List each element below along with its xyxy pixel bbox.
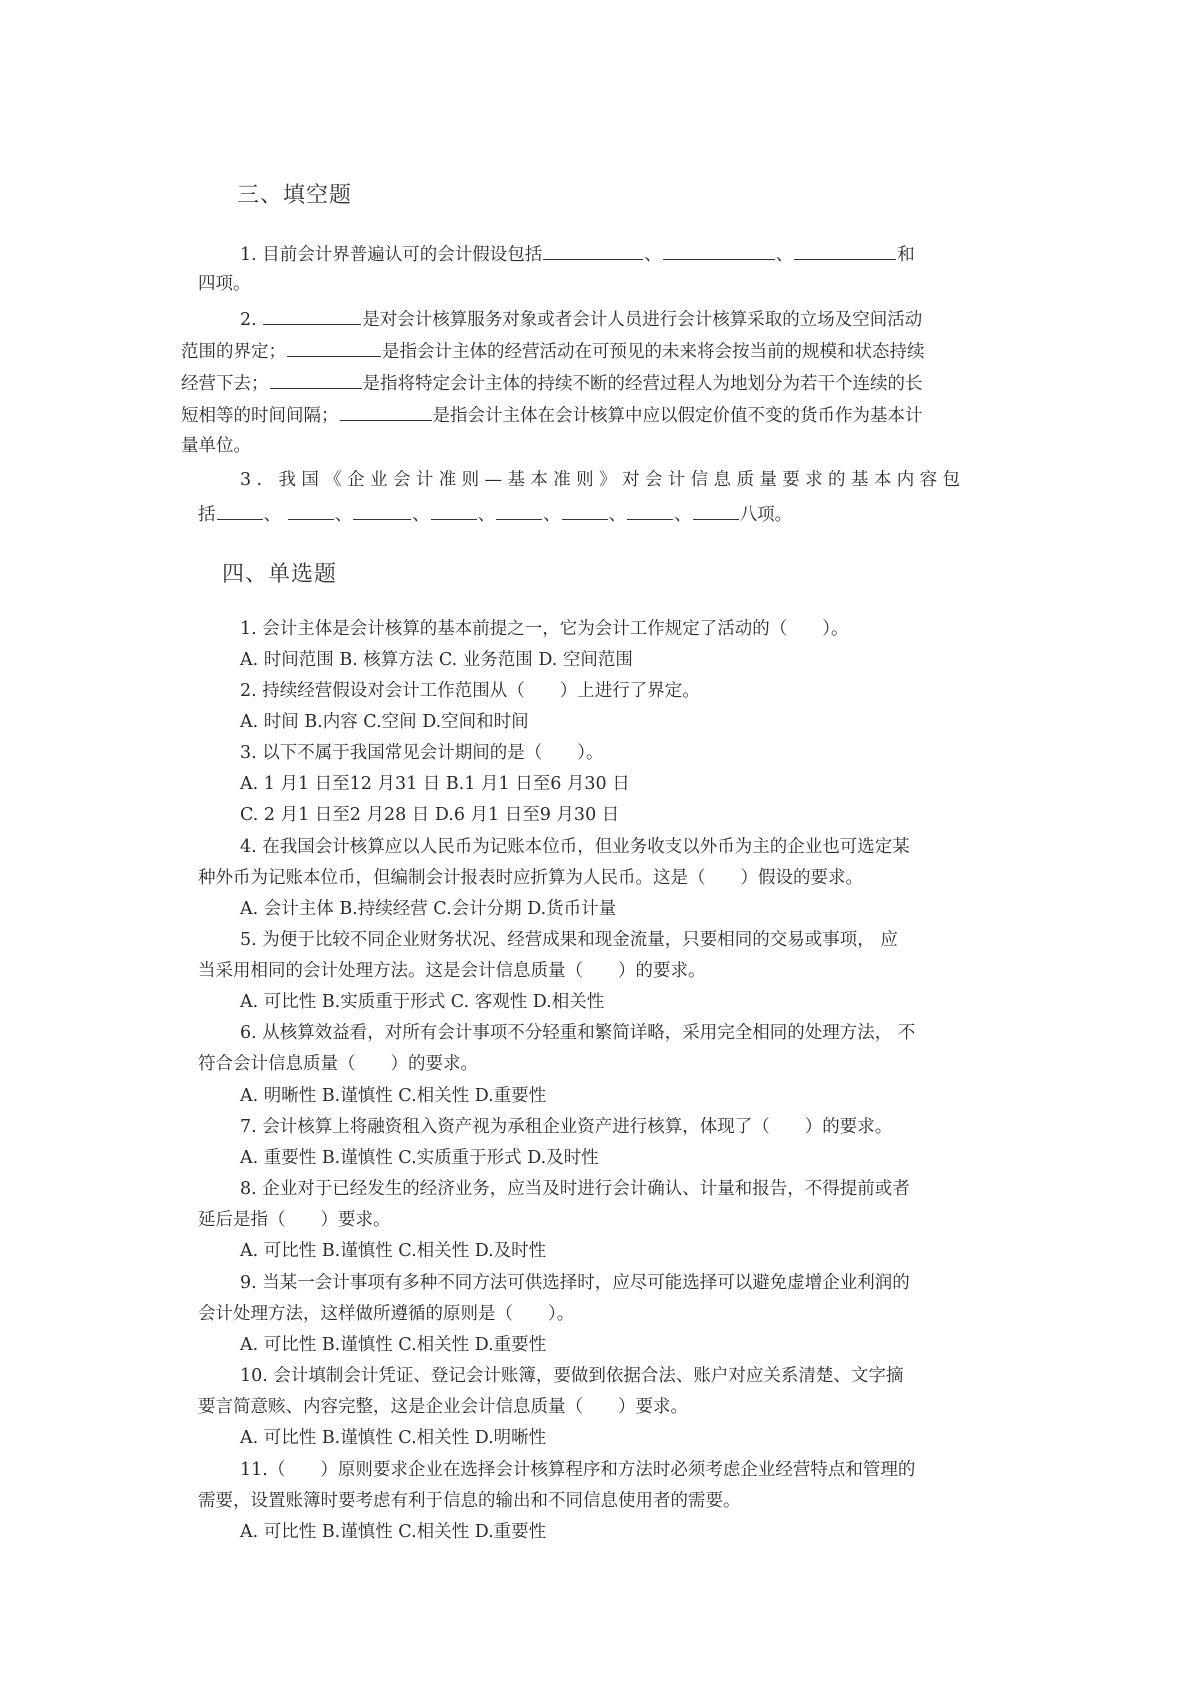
question-line: 1. 会计主体是会计核算的基本前提之一，它为会计工作规定了活动的（ ）。 (240, 619, 849, 639)
question-line: 2. 持续经营假设对会计工作范围从（ ）上进行了界定。 (240, 681, 700, 701)
option-line: A. 会计主体 B.持续经营 C.会计分期 D.货币计量 (240, 899, 617, 919)
answer-blank (543, 242, 643, 260)
answer-blank (217, 502, 263, 520)
fill-q2-text: 范围的界定； (181, 342, 286, 362)
answer-blank (263, 307, 361, 325)
fill-q3-end: 八项。 (739, 505, 793, 525)
question-line-cont: 当采用相同的会计处理方法。这是会计信息质量（ ）的要求。 (198, 961, 706, 981)
answer-blank (693, 502, 739, 520)
question-line-cont: 符合会计信息质量（ ）的要求。 (198, 1054, 478, 1074)
fill-question-2-line4 (181, 403, 923, 427)
fill-question-3-line2 (198, 502, 792, 526)
option-line: A. 可比性 B.谨慎性 C.相关性 D.重要性 (240, 1522, 547, 1542)
option-line: A. 重要性 B.谨慎性 C.实质重于形式 D.及时性 (240, 1148, 599, 1168)
question-line: 8. 企业对于已经发生的经济业务，应当及时进行会计确认、计量和报告，不得提前或者 (240, 1179, 910, 1199)
separator: 、 (775, 245, 794, 265)
answer-blank (562, 502, 608, 520)
option-line: A. 可比性 B.实质重于形式 C. 客观性 D.相关性 (240, 992, 605, 1012)
question-line: 3. 以下不属于我国常见会计期间的是（ ）。 (240, 743, 604, 763)
separator: 、 (412, 505, 430, 525)
answer-blank (270, 371, 362, 389)
question-line: 5. 为便于比较不同企业财务状况、经营成果和现金流量，只要相同的交易或事项， 应 (240, 930, 898, 950)
answer-blank (794, 242, 896, 260)
separator: 、 (608, 505, 627, 525)
answer-blank (496, 502, 542, 520)
fill-q2-text: 是对会计核算服务对象或者会计人员进行会计核算采取的立场及空间活动 (362, 310, 923, 330)
fill-question-1-cont: 四项。 (198, 274, 251, 294)
separator: 、 (334, 505, 353, 525)
question-line-cont: 种外币为记账本位币，但编制会计报表时应折算为人民币。这是（ ）假设的要求。 (198, 868, 863, 888)
answer-blank (340, 403, 432, 421)
question-number: 2. (240, 310, 263, 330)
answer-blank (627, 502, 673, 520)
fill-q2-text: 是指将特定会计主体的持续不断的经营过程人为地划分为若干个连续的长 (362, 374, 923, 394)
fill-question-1 (240, 242, 915, 266)
option-line: A. 可比性 B.谨慎性 C.相关性 D.明晰性 (240, 1428, 547, 1448)
fill-question-2-line2 (181, 339, 925, 363)
option-line: A. 时间 B.内容 C.空间 D.空间和时间 (240, 712, 529, 732)
separator: 、 (674, 505, 692, 525)
question-line-cont: 延后是指（ ）要求。 (198, 1210, 391, 1230)
question-line: 11.（ ）原则要求企业在选择会计核算程序和方法时必须考虑企业经营特点和管理的 (240, 1460, 916, 1480)
question-line-cont: 要言简意赅、内容完整，这是企业会计信息质量（ ）要求。 (198, 1397, 688, 1417)
question-line: 4. 在我国会计核算应以人民币为记账本位币，但业务收支以外币为主的企业也可选定某 (240, 837, 910, 857)
answer-blank (663, 242, 775, 260)
answer-blank (287, 339, 381, 357)
fill-q2-text: 是指会计主体的经营活动在可预见的未来将会按当前的规模和状态持续 (382, 342, 925, 362)
answer-blank (431, 502, 477, 520)
fill-q3-text: 括 (198, 505, 216, 525)
fill-q2-text: 经营下去； (181, 374, 269, 394)
option-line: A. 可比性 B.谨慎性 C.相关性 D.重要性 (240, 1335, 547, 1355)
option-line: A. 可比性 B.谨慎性 C.相关性 D.及时性 (240, 1241, 547, 1261)
question-line: 6. 从核算效益看，对所有会计事项不分轻重和繁简详略，采用完全相同的处理方法， 不 (240, 1023, 916, 1043)
separator: 、 (263, 505, 281, 525)
question-line: 9. 当某一会计事项有多种不同方法可供选择时，应尽可能选择可以避免虚增企业利润的 (240, 1273, 910, 1293)
question-line: 7. 会计核算上将融资租入资产视为承租企业资产进行核算，体现了（ ）的要求。 (240, 1117, 893, 1137)
separator: 、 (477, 505, 496, 525)
fill-q2-text: 是指会计主体在会计核算中应以假定价值不变的货币作为基本计 (432, 406, 923, 426)
answer-blank (353, 502, 411, 520)
fill-q1-end: 和 (897, 245, 915, 265)
option-line: A. 1 月1 日至12 月31 日 B.1 月1 日至6 月30 日 (240, 774, 630, 794)
section-heading-single-choice: 四、单选题 (222, 562, 338, 587)
question-line: 10. 会计填制会计凭证、登记会计账簿，要做到依据合法、账户对应关系清楚、文字摘 (240, 1366, 904, 1386)
fill-question-3-line1: 3. 我国《企业会计准则—基本准则》对会计信息质量要求的基本内容包 (240, 470, 966, 490)
question-line-cont: 需要，设置账簿时要考虑有利于信息的输出和不同信息使用者的需要。 (198, 1491, 741, 1511)
fill-question-2-line1 (240, 307, 922, 331)
fill-question-2-line3 (181, 371, 923, 395)
fill-q2-text: 短相等的时间间隔； (181, 406, 339, 426)
option-line: C. 2 月1 日至2 月28 日 D.6 月1 日至9 月30 日 (240, 805, 620, 825)
fill-q1-text: 1. 目前会计界普遍认可的会计假设包括 (240, 245, 543, 265)
separator: 、 (644, 245, 662, 265)
separator: 、 (543, 505, 561, 525)
option-line: A. 明晰性 B.谨慎性 C.相关性 D.重要性 (240, 1086, 547, 1106)
fill-question-2-line5: 量单位。 (181, 436, 251, 456)
question-line-cont: 会计处理方法，这样做所遵循的原则是（ ）。 (198, 1304, 575, 1324)
option-line: A. 时间范围 B. 核算方法 C. 业务范围 D. 空间范围 (240, 650, 633, 670)
answer-blank (288, 502, 334, 520)
section-heading-fill-in: 三、填空题 (237, 183, 353, 208)
